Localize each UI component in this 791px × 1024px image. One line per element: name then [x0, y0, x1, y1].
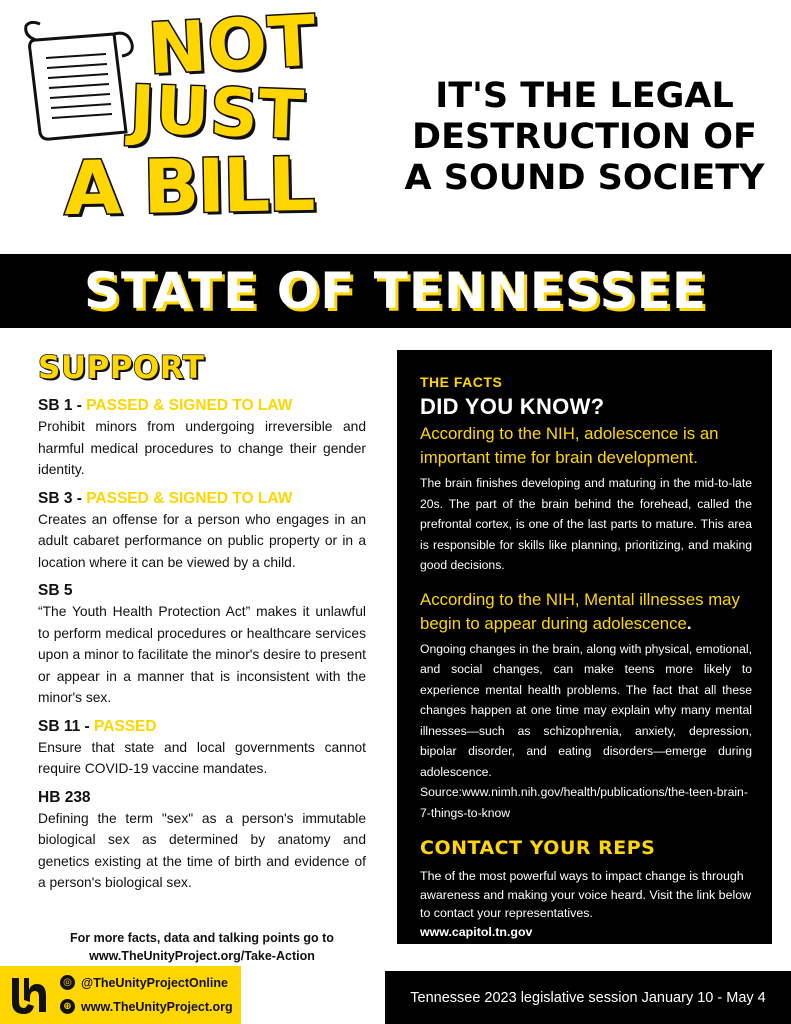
bill-heading [38, 396, 366, 416]
bill-item [38, 489, 366, 574]
not-just-a-bill-logo [18, 0, 378, 245]
bill-heading [38, 581, 366, 601]
instagram-row[interactable] [60, 975, 228, 990]
headline-line: IT'S THE LEGAL [435, 76, 734, 116]
bill-description: Prohibit minors from undergoing irreversible and harmful medical procedures to change their gender identity. [38, 419, 366, 477]
bill-id: SB 11 - [38, 717, 94, 735]
fact-lead: According to the NIH, adolescence is an important time for brain development. [420, 424, 719, 467]
logo-word-a-bill: A BILL [63, 141, 315, 233]
bill-heading [38, 489, 366, 509]
bill-item [38, 788, 366, 894]
more-facts-note [38, 929, 366, 965]
bill-heading [38, 788, 366, 808]
bill-description: “The Youth Health Protection Act” makes it unlawful to perform medical procedures or healthcare services upon a minor to facilitate the minor's desire to present or appear in a manner that is inconsistent with the minor's sex. [38, 604, 366, 705]
facts-kicker: THE FACTS [420, 374, 503, 390]
website-link[interactable]: www.TheUnityProject.org [81, 999, 233, 1014]
logo-word-just: JUST [128, 70, 307, 155]
bill-heading [38, 717, 366, 737]
scroll-document-icon [18, 18, 143, 143]
headline-line: A SOUND SOCIETY [404, 157, 765, 198]
bill-description: Creates an offense for a person who engages in an adult cabaret performance on public property or in a location where it can be viewed by a child. [38, 511, 366, 570]
bill-item [38, 717, 366, 780]
capitol-link[interactable]: www.capitol.tn.gov [420, 924, 533, 939]
more-facts-text: For more facts, data and talking points go to [70, 931, 334, 945]
website-row[interactable] [60, 999, 233, 1014]
session-dates-text: Tennessee 2023 legislative session January 10 - May 4 [410, 989, 766, 1006]
take-action-link[interactable]: www.TheUnityProject.org/Take-Action [89, 949, 315, 963]
instagram-handle[interactable]: @TheUnityProjectOnline [81, 975, 228, 990]
support-title: SUPPORT [38, 350, 205, 386]
globe-icon: ⊕ [60, 999, 75, 1014]
bill-id: HB 238 [38, 788, 91, 806]
support-section [38, 350, 366, 902]
fact-lead [420, 588, 752, 636]
bill-description: Ensure that state and local governments cannot require COVID-19 vaccine mandates. [38, 739, 366, 776]
bill-status: PASSED [94, 717, 157, 735]
contact-reps-body: The of the most powerful ways to impact change is through awareness and making your voice heard. Visit the link below to contact your representatives. [420, 869, 752, 920]
facts-panel [397, 350, 772, 944]
bill-item [38, 581, 366, 709]
facts-title: DID YOU KNOW? [420, 394, 605, 419]
fact-body: Ongoing changes in the brain, along with physical, emotional, and social changes, can make teens more likely to experience mental health problems. The fact that all these changes happen at one time may explain why many mental illnesses—such as schizophrenia, anxiety, depression, bipolar disorder, and eating disorders—emerge during adolescence. [420, 641, 752, 779]
state-banner [0, 254, 791, 328]
fact-source: Source:www.nimh.nih.gov/health/publications/the-teen-brain-7-things-to-know [420, 785, 748, 820]
bill-id: SB 1 - [38, 397, 87, 414]
banner-title: STATE OF TENNESSEE [84, 262, 707, 320]
fact-lead-text: According to the NIH, Mental illnesses may begin to appear during adolescence [420, 589, 740, 633]
bill-status: PASSED & SIGNED TO LAW [86, 489, 293, 507]
logo-word-not: NOT [145, 0, 319, 91]
session-dates [385, 971, 791, 1024]
contact-reps-title: CONTACT YOUR REPS [420, 837, 656, 859]
contact-reps-text [420, 867, 752, 941]
fact-body: The brain finishes developing and maturing in the mid-to-late 20s. The part of the brain behind the forehead, called the prefrontal cortex, is one of the last parts to mature. This area is responsible for skills like planning, prioritizing, and making good decisions. [420, 476, 752, 572]
headline [392, 76, 777, 199]
unity-project-logo-icon [6, 972, 52, 1018]
bill-id: SB 5 [38, 582, 73, 599]
headline-line: DESTRUCTION OF [412, 116, 757, 157]
instagram-icon: ◎ [60, 975, 75, 990]
bill-item [38, 396, 366, 481]
fact-lead-period: . [686, 613, 692, 633]
bill-id: SB 3 - [38, 489, 87, 507]
bill-status: PASSED & SIGNED TO LAW [86, 397, 293, 414]
bill-description: Defining the term "sex" as a person's immutable biological sex as determined by anatomy and genetics existing at the time of birth and evidence of a person's biological sex. [38, 810, 366, 890]
